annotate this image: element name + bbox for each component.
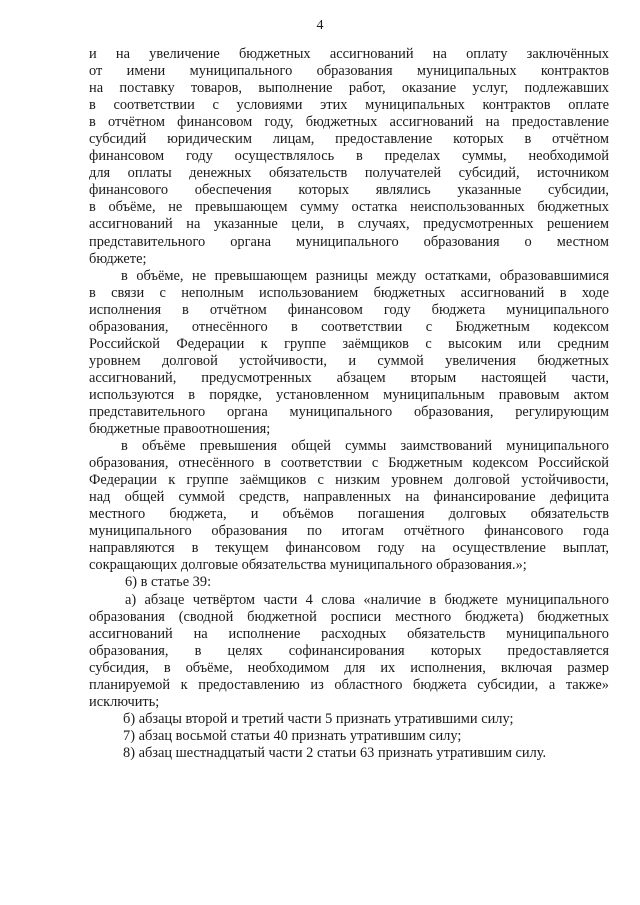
text-line: Федерации к группе заёмщиков с низким уровнем долговой устойчивости, [89,472,609,489]
text-line: б) абзацы второй и третий части 5 признать утратившими силу; [123,710,514,727]
text-line: направляются в текущем финансовом году на осуществление выплат, [89,540,609,557]
text-line: бюджетные правоотношения; [89,421,271,438]
text-line: субсидия, в объёме, необходимом для их исполнения, включая размер [89,659,609,676]
text-line: исполнения в отчётном финансовом году бюджета муниципального [89,301,609,318]
text-line: 6) в статье 39: [125,574,212,591]
text-line: ассигнований на указанные цели, в случаях, предусмотренных решением [89,216,609,233]
text-line: Российской Федерации к группе заёмщиков с высоким или средним [89,335,609,352]
text-line: а) абзаце четвёртом части 4 слова «наличие в бюджете муниципального [125,591,609,608]
text-line: образования, отнесённого в соответствии с Бюджетным кодексом [89,318,609,335]
text-line: 8) абзац шестнадцатый части 2 статьи 63 признать утратившим силу. [123,744,547,761]
text-line: бюджете; [89,250,147,267]
text-line: от имени муниципального образования муниципальных контрактов [89,63,609,80]
text-line: в связи с неполным использованием бюджетных ассигнований в ходе [89,284,609,301]
text-line: и на увеличение бюджетных ассигнований на оплату заключённых [89,46,609,62]
text-line: финансовом году осуществлялось в пределах суммы, необходимой [89,148,609,165]
text-line: финансового обеспечения которых являлись указанные субсидии, [89,182,609,199]
text-line: над общей суммой средств, направленных на финансирование дефицита [89,489,609,506]
text-line: используются в порядке, установленном муниципальным правовым актом [89,386,609,403]
text-line: представительного органа муниципального образования, регулирующим [89,403,609,420]
text-line: представительного органа муниципального образования о местном [89,233,609,250]
text-line: на поставку товаров, выполнение работ, оказание услуг, подлежавших [89,80,609,97]
text-line: исключить; [89,693,160,710]
text-line: 7) абзац восьмой статьи 40 признать утратившим силу; [123,727,462,744]
text-line: в объёме, не превышающем разницы между остатками, образовавшимися [121,267,609,284]
text-line: ассигнований на исполнение расходных обязательств муниципального [89,625,609,642]
text-line: образования, в целях софинансирования которых предоставляется [89,642,609,659]
text-line: в объёме, не превышающем сумму остатка неиспользованных бюджетных [89,199,609,216]
text-line: образования, отнесённого в соответствии с Бюджетным кодексом Российской [89,455,609,472]
text-line: образования (сводной бюджетной росписи местного бюджета) бюджетных [89,608,609,625]
text-line: ассигнований, предусмотренных абзацем вторым настоящей части, [89,369,609,386]
page-number: 4 [316,18,324,33]
document-body [89,46,609,762]
text-line: для оплаты денежных обязательств получателей субсидий, источником [89,165,609,182]
text-line: в соответствии с условиями этих муниципальных контрактов оплате [89,97,609,114]
text-line: планируемой к предоставлению из областного бюджета субсидии, а также» [89,676,609,693]
text-line: в отчётном финансовом году, бюджетных ассигнований на предоставление [89,114,609,131]
text-line: местного бюджета, и объёмов погашения долговых обязательств [89,506,609,523]
text-line: субсидий юридическим лицам, предоставление которых в отчётном [89,131,609,148]
text-line: сокращающих долговые обязательства муниципального образования.»; [89,557,527,574]
text-line: уровнем долговой устойчивости, и суммой увеличения бюджетных [89,352,609,369]
text-line: в объёме превышения общей суммы заимствований муниципального [121,438,609,455]
text-line: муниципального образования по итогам отчётного финансового года [89,523,609,540]
